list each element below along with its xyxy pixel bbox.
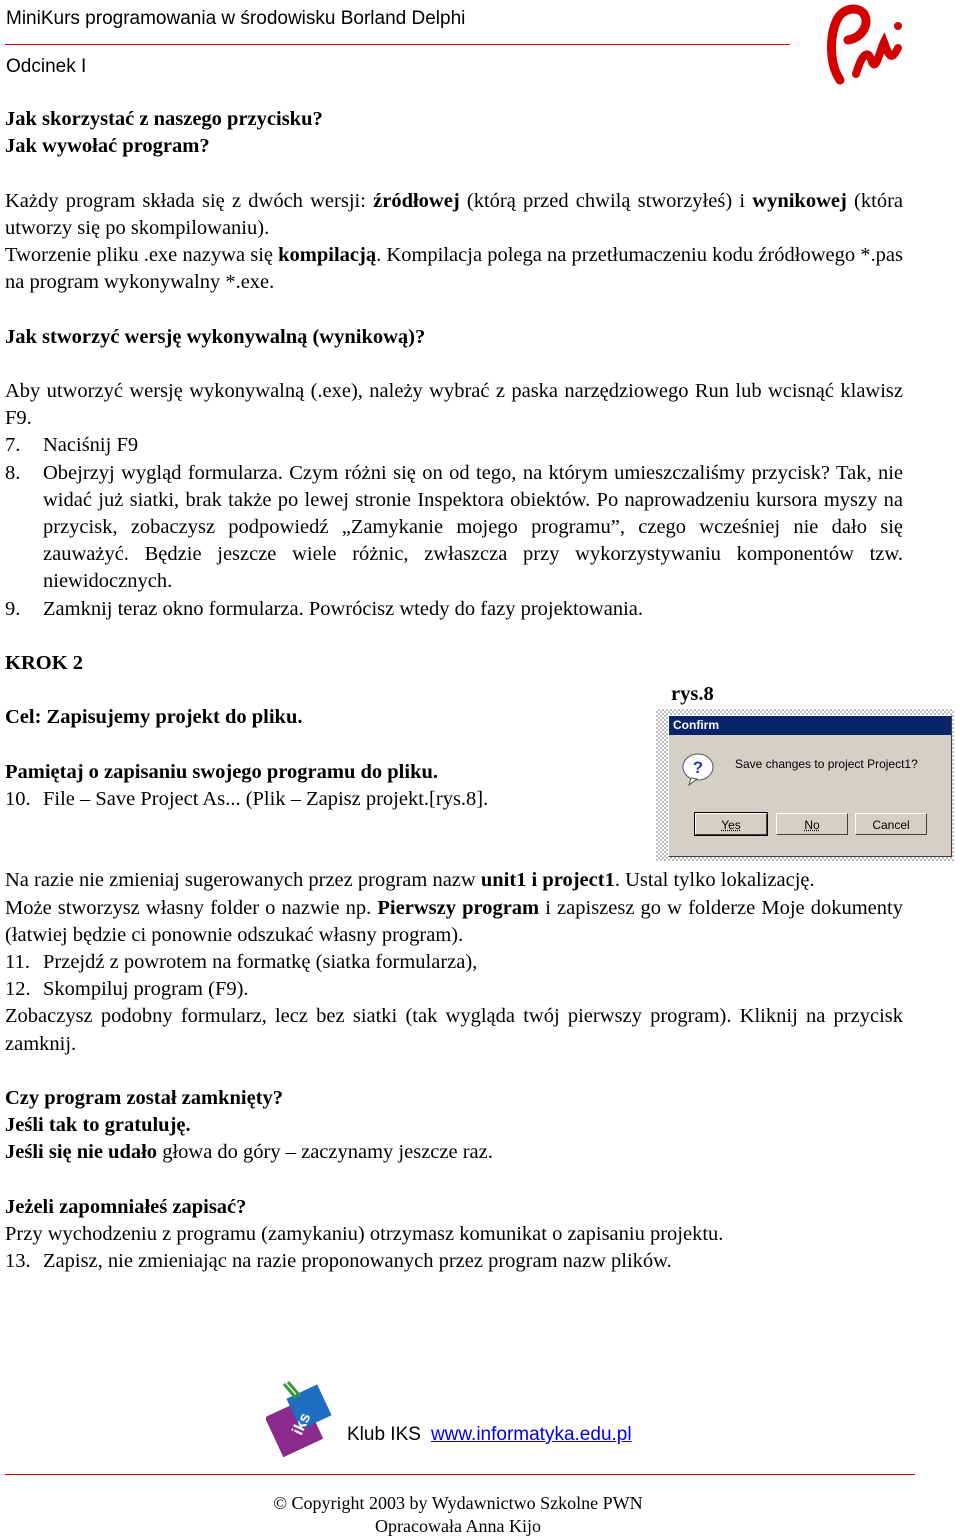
pwn-logo [818,2,910,88]
paragraph: Jeśli się nie udało głowa do góry – zaczynamy jeszcze raz. [5,1141,493,1164]
question-heading: Jak skorzystać z naszego przycisku? [5,108,323,130]
iks-logo [266,1380,340,1464]
svg-text:?: ? [692,758,704,777]
list-item: 10. File – Save Project As... (Plik – Zapisz projekt.[rys.8]. [5,787,489,810]
svg-text:iks: iks [289,1410,315,1438]
club-line [347,1424,632,1446]
episode-label: Odcinek I [6,56,87,77]
paragraph: Może stworzysz własny folder o nazwie np. Pierwszy program i zapiszesz go w folderze Moje dokumenty (łatwiej będzie ci ponownie odszukać własny program). [5,896,903,946]
list-item: 7. Naciśnij F9 [5,434,139,457]
list-item: 9. Zamknij teraz okno formularza. Powrócisz wtedy do fazy projektowania. [5,597,643,620]
question-heading: Czy program został zamknięty? [5,1086,284,1109]
paragraph: Na razie nie zmieniaj sugerowanych przez program nazw unit1 i project1. Ustal tylko lokalizację. [5,869,815,892]
figure-label: rys.8 [671,683,714,705]
document-body [5,106,903,1275]
header-divider [5,44,790,45]
no-button[interactable]: No [776,813,848,835]
paragraph: Przy wychodzeniu z programu (zamykaniu) otrzymasz komunikat o zapisaniu projektu. [5,1222,724,1245]
list-item: 11. Przejdź z powrotem na formatkę (siatka formularza), [5,950,478,973]
list-item: 13. Zapisz, nie zmieniając na razie proponowanych przez program nazw plików. [5,1250,672,1273]
list-item: 8. Obejrzyj wygląd formularza. Czym różni się on od tego, na którym umieszczaliśmy przycisk? Tak, nie widać już siatki, brak także po lewej stronie Inspektora obiektów. Po naprowadzeniu kursora myszy na przycisk, zobaczysz podpowiedź „Zamykanie mojego programu”, czego wcześniej nie dało się zauważyć. Będzie jeszcze wiele różnic, zwłaszcza przy wykorzystywaniu komponentów tzw. niewidocznych. [5,461,903,593]
question-heading: Jeżeli zapomniałeś zapisać? [5,1195,247,1218]
dialog-title: Confirm [669,716,951,735]
reminder-heading: Pamiętaj o zapisaniu swojego programu do pliku. [5,760,439,783]
question-heading: Jak wywołać program? [5,135,210,158]
copyright: © Copyright 2003 by Wydawnictwo Szkolne PWN [273,1493,643,1513]
dialog-message: Save changes to project Project1? [735,757,918,771]
goal-heading: Cel: Zapisujemy projekt do pliku. [5,706,303,729]
yes-button[interactable]: Yes [695,813,767,835]
cancel-button[interactable]: Cancel [855,813,927,835]
step-heading: KROK 2 [5,652,84,674]
paragraph: Każdy program składa się z dwóch wersji: źródłowej (którą przed chwilą stworzyłeś) i wynikowej (która utworzy się po skompilowaniu). [5,189,903,239]
list-item: 12. Skompiluj program (F9). [5,978,249,1001]
section-heading: Jak stworzyć wersję wykonywalną (wynikową)? [5,325,426,348]
paragraph: Tworzenie pliku .exe nazywa się kompilacją. Kompilacja polega na przetłumaczeniu kodu źródłowego *.pas na program wykonywalny *.exe. [5,244,903,294]
paragraph: Aby utworzyć wersję wykonywalną (.exe), należy wybrać z paska narzędziowego Run lub wcisnąć klawisz F9. [5,379,903,430]
website-link[interactable]: www.informatyka.edu.pl [430,1424,632,1445]
question-icon [681,752,715,786]
document-title: MiniKurs programowania w środowisku Borland Delphi [6,8,466,29]
paragraph: Zobaczysz podobny formularz, lecz bez siatki (tak wygląda twój pierwszy program). Kliknij na przycisk zamknij. [5,1005,903,1055]
club-name: Klub IKS [347,1424,421,1445]
question-heading: Jeśli tak to gratuluję. [5,1114,191,1137]
footer-divider [5,1474,915,1475]
confirm-dialog-screenshot [656,709,954,861]
author: Opracowała Anna Kijo [375,1516,541,1536]
